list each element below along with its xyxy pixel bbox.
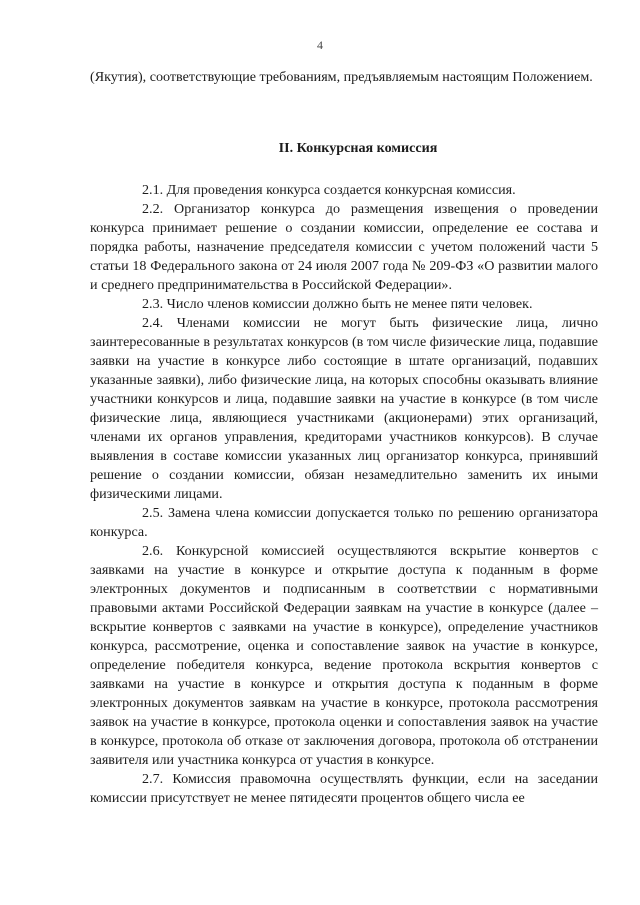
continuation-paragraph: (Якутия), соответствующие требованиям, предъявляемым настоящим Положением. (90, 69, 593, 85)
paragraph-2-7: 2.7. Комиссия правомочна осуществлять функции, если на заседании комиссии присутствует не менее пятидесяти процентов общего числа ее (90, 771, 598, 806)
page-number: 4 (317, 38, 323, 52)
paragraph-2-6: 2.6. Конкурсной комиссией осуществляются вскрытие конвертов с заявками на участие в конкурсе и открытие доступа к поданным в форме электронных документов и подписанным в соответствии с нормативными правовыми актами Российской Федерации заявкам на участие в конкурсе (далее – вскрытие конвертов с заявками на участие в конкурсе), определение участников конкурса, рассмотрение, оценка и сопоставление заявок на участие в конкурсе, определение победителя конкурса, ведение протокола вскрытия конвертов с заявками на участие в конкурсе и открытия доступа к поданным в форме электронных документов заявкам на участие в конкурсе, протокола рассмотрения заявок на участие в конкурсе, протокола оценки и сопоставления заявок на участие в конкурсе, протокола об отказе от заключения договора, протокола об отстранении заявителя или участника конкурса от участия в конкурсе. (90, 543, 598, 768)
document-body (90, 68, 598, 808)
section-title: II. Конкурсная комиссия (278, 140, 438, 156)
paragraph-2-3: 2.3. Число членов комиссии должно быть не менее пяти человек. (142, 296, 533, 312)
paragraph-2-5: 2.5. Замена члена комиссии допускается только по решению организатора конкурса. (90, 505, 598, 540)
paragraph-2-2: 2.2. Организатор конкурса до размещения извещения о проведении конкурса принимает решение о создании комиссии, определение ее состава и порядка работы, назначение председателя комиссии с учетом положений части 5 статьи 18 Федерального закона от 24 июля 2007 года № 209-ФЗ «О развитии малого и среднего предпринимательства в Российской Федерации». (90, 201, 598, 293)
paragraph-2-4: 2.4. Членами комиссии не могут быть физические лица, лично заинтересованные в результатах конкурсов (в том числе физические лица, подавшие заявки на участие в конкурсе либо состоящие в штате организаций, подавших указанные заявки), либо физические лица, на которых способны оказывать влияние участники конкурсов и лица, подавшие заявки на участие в конкурсе (в том числе физические лица, являющиеся участниками (акционерами) этих организаций, членами их органов управления, кредиторами участников конкурсов). В случае выявления в составе комиссии указанных лиц организатор конкурса, принявший решение о создании комиссии, обязан незамедлительно заменить их иными физическими лицами. (90, 315, 598, 502)
paragraph-2-1: 2.1. Для проведения конкурса создается конкурсная комиссия. (142, 182, 516, 198)
